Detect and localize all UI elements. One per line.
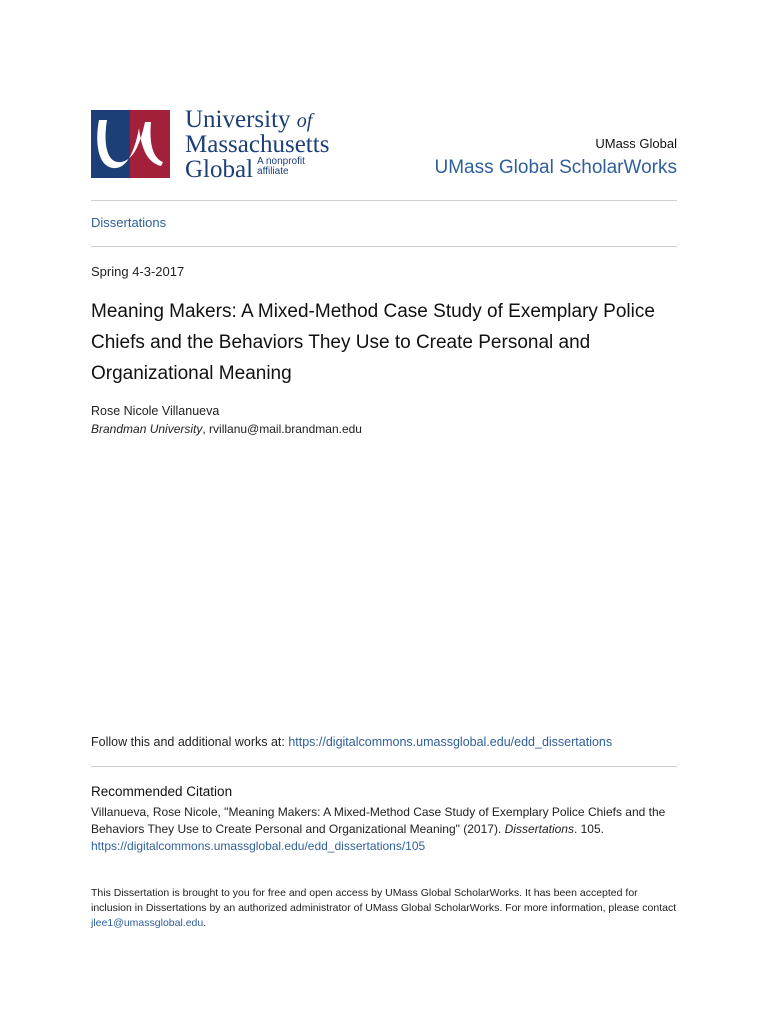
university-logo[interactable] [91,106,341,183]
follow-link[interactable]: https://digitalcommons.umassglobal.edu/edd_dissertations [288,735,613,749]
collection-link[interactable]: Dissertations [91,215,167,230]
logo-line-of: of [296,110,313,132]
umass-global-logo-icon [91,110,170,178]
author-email: , rvillanu@mail.brandman.edu [202,422,362,436]
contact-email-link[interactable]: jlee1@umassglobal.edu [91,917,204,929]
citation-heading: Recommended Citation [91,784,233,799]
access-notice: This Dissertation is brought to you for free and open access by UMass Global ScholarWorks. It has been accepted for inclusion in Dissertations by an authorized administrator of UMass Global ScholarWorks. For more information, please contact jlee1@umassglobal.edu. [91,887,677,929]
publication-date: Spring 4-3-2017 [91,264,185,279]
follow-line [91,735,612,749]
author-affiliation [91,422,362,436]
logo-affiliate-note: A nonprofit affiliate [257,156,305,177]
citation-text: Villanueva, Rose Nicole, "Meaning Makers: A Mixed-Method Case Study of Exemplary Police Chiefs and the Behaviors They Use to Create Personal and Organizational Meaning" (2017). Dissertations. 105. https://digitalcommons.umassglobal.edu/edd_dissertations/105 [91,805,666,853]
repository-name-link[interactable]: UMass Global ScholarWorks [434,157,677,178]
repository-organization: UMass Global [595,136,677,151]
logo-line-global: Global [185,156,254,183]
author-name: Rose Nicole Villanueva [91,404,220,418]
citation-series: Dissertations [504,822,574,836]
divider-top [91,200,677,201]
repository-header [434,136,677,179]
logo-line-university: University [185,106,291,133]
logo-line-massachusetts: Massachusetts [185,131,330,158]
logo-wordmark [185,108,329,182]
author-institution: Brandman University [91,422,203,436]
follow-text: Follow this and additional works at: [91,735,289,749]
divider-citation [91,766,677,767]
citation-link[interactable]: https://digitalcommons.umassglobal.edu/edd_dissertations/105 [91,839,426,853]
divider-collection [91,246,677,247]
document-title: Meaning Makers: A Mixed-Method Case Study of Exemplary Police Chiefs and the Behaviors They Use to Create Personal and Organizational Meaning [91,301,655,384]
